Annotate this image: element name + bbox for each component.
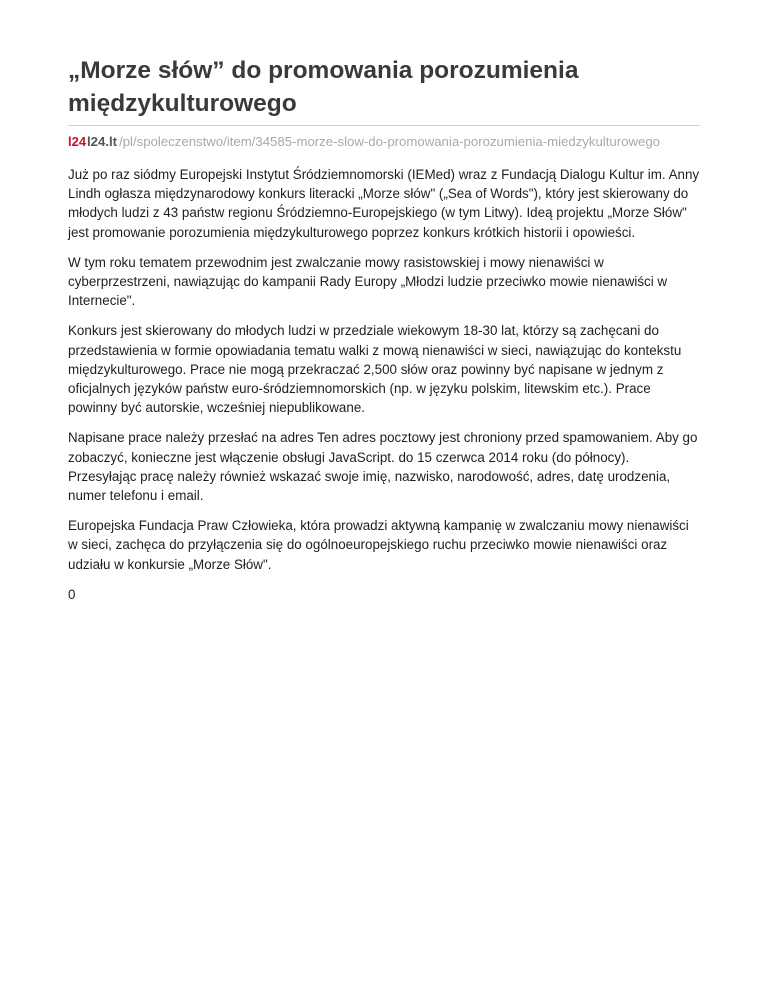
- title-divider: [68, 125, 700, 126]
- article-page: [68, 54, 700, 604]
- svg-text:l24: l24: [68, 134, 87, 149]
- article-paragraph-3: Konkurs jest skierowany do młodych ludzi w przedziale wiekowym 18-30 lat, którzy są zachęcani do przedstawienia w formie opowiadania tematu walki z mową nienawiści w sieci, nawiązując do kontekstu międzykulturowego. Prace nie mogą przekraczać 2,500 słów oraz powinny być napisane w jednym z oficjalnych języków państw euro-śródziemnomorskich (np. w języku polskim, litewskim etc.). Prace powinny być autorskie, wcześniej niepublikowane.: [68, 323, 682, 416]
- article-body: [68, 165, 700, 604]
- article-paragraph-4: Napisane prace należy przesłać na adres Ten adres pocztowy jest chroniony przed spamowaniem. Aby go zobaczyć, konieczne jest włączenie obsługi JavaScript. do 15 czerwca 2014 roku (do północy). Przesyłając pracę należy również wskazać swoje imię, nazwisko, narodowość, adres, datę urodzenia, numer telefonu i email.: [68, 430, 698, 504]
- article-paragraph-1: Już po raz siódmy Europejski Instytut Śródziemnomorski (IEMed) wraz z Fundacją Dialogu Kultur im. Anny Lindh ogłasza międzynarodowy konkurs literacki „Morze słów" („Sea of Words"), który jest skierowany do młodych ludzi z 43 państw regionu Śródziemno-Europejskiego (w tym Litwy). Ideą projektu „Morze Słów" jest promowanie porozumienia międzykulturowego poprzez konkurs krótkich historii i opowieści.: [68, 167, 700, 240]
- article-title-line-2: międzykulturowego: [68, 90, 297, 117]
- article-title: [68, 54, 700, 120]
- article-paragraph-2: W tym roku tematem przewodnim jest zwalczanie mowy rasistowskiej i mowy nienawiści w cyberprzestrzeni, nawiązując do kampanii Rady Europy „Młodzi ludzie przeciwko mowie nienawiści w Internecie".: [68, 254, 668, 309]
- l24-logo-svg: [68, 134, 87, 149]
- article-title-line-1: „Morze słów” do promowania porozumienia: [68, 57, 579, 84]
- source-line: [68, 131, 700, 151]
- l24-logo-icon: [68, 134, 87, 149]
- source-path[interactable]: /pl/spoleczenstwo/item/34585-morze-slow-do-promowania-porozumienia-miedzykulturowego: [119, 133, 660, 149]
- article-paragraph-5: Europejska Fundacja Praw Człowieka, która prowadzi aktywną kampanię w zwalczaniu mowy nienawiści w sieci, zachęca do przyłączenia się do ogólnoeuropejskiego ruchu przeciwko mowie nienawiści oraz udziału w konkursie „Morze Słów".: [68, 518, 689, 572]
- source-domain[interactable]: l24.lt: [87, 133, 118, 149]
- article-counter: 0: [68, 586, 76, 602]
